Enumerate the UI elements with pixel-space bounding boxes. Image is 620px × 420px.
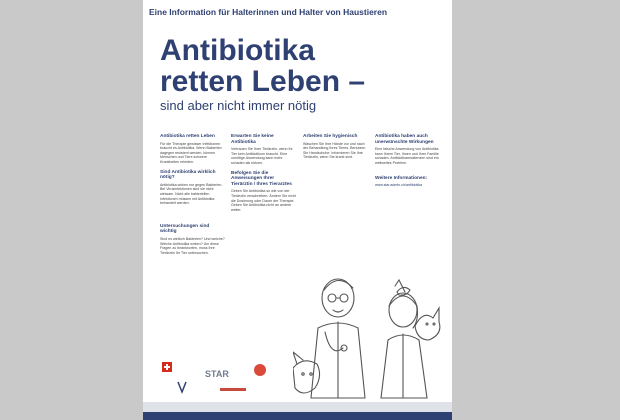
title-line-2: retten Leben – (160, 65, 366, 98)
info-link[interactable]: www.star.admin.ch/antibiotika (375, 183, 423, 188)
section-body: Sind es wirklich Bakterien? Und welche? Welche Antibiotika wirken? Um diese Fragen zu beantworten, muss Ihre Tierärztin Ihr Tier untersuchen. (160, 236, 225, 255)
document-title (160, 35, 440, 97)
section-body: Geben Sie Antibiotika so wie von der Tierärztin verschrieben. Ändern Sie nicht die Dosierung oder Dauer der Therapie. Geben Sie Antibiotika nicht an andere weiter. (231, 189, 296, 212)
title-line-1: Antibiotika (160, 34, 315, 67)
section-body: Waschen Sie Ihre Hände vor und nach der Behandlung Ihres Tieres. Benutzen Sie Handschuhe. Informieren Sie Ihre Tierärztin, wenn Sie krank sind. (303, 141, 366, 160)
red-circle-logo-icon (254, 364, 266, 376)
text-column-3 (303, 134, 369, 165)
section-heading: Untersuchungen sind wichtig (160, 223, 210, 235)
text-column-2 (231, 134, 297, 217)
section-body: Eine falsche Anwendung von Antibiotika kann Ihrem Tier, Ihnen und Ihrer Familie schaden. Antibiotikaresistenzen sind ein weltweites Problem. (375, 147, 439, 165)
v-logo-icon (178, 382, 186, 392)
swiss-cross-icon (162, 362, 172, 372)
star-logo-text: STAR (205, 369, 229, 379)
right-background (452, 0, 620, 420)
document-subtitle: sind aber nicht immer nötig (160, 98, 317, 113)
section-heading: Befolgen Sie die Anweisungen Ihrer Tierärztin / Ihres Tierarztes (231, 170, 292, 187)
text-column-1 (160, 134, 226, 260)
left-background (0, 0, 143, 420)
section-heading: Sind Antibiotika wirklich nötig? (160, 169, 216, 181)
section-heading: Antibiotika retten Leben (160, 134, 215, 139)
small-gray-logo-icon (220, 388, 246, 391)
header-text: Eine Information für Halterinnen und Halter von Haustieren (149, 7, 388, 17)
bottom-strip (143, 402, 452, 420)
text-column-4 (375, 134, 445, 193)
document-page (143, 0, 452, 420)
bottom-stripe (143, 412, 452, 420)
section-heading: Arbeiten Sie hygienisch (303, 134, 358, 139)
section-body: Antibiotika wirken nur gegen Bakterien. Bei Virusinfektionen sind sie nicht wirksam. Nicht alle bakteriellen Infektionen müssen mit Antibiotika behandelt werden. (160, 182, 223, 206)
header-bar (143, 0, 452, 26)
section-heading: Erwarten Sie keine Antibiotika (231, 134, 274, 145)
section-body: Für die Therapie gewisser Infektionen braucht es Antibiotika. Wenn Bakterien dagegen resistent werden, können Menschen und Tiere schwere Krankheiten erleiden. (160, 141, 222, 164)
vets-illustration-icon (293, 248, 452, 403)
section-heading: Weitere Informationen: (375, 175, 428, 181)
section-heading: Antibiotika haben auch unerwünschte Wirkungen (375, 134, 434, 145)
section-body: Vertrauen Sie Ihrer Tierärztin, wenn Ihr Tier kein Antibiotikum braucht. Eine unnötige Anwendung kann mehr schaden als nützen. (231, 147, 293, 165)
